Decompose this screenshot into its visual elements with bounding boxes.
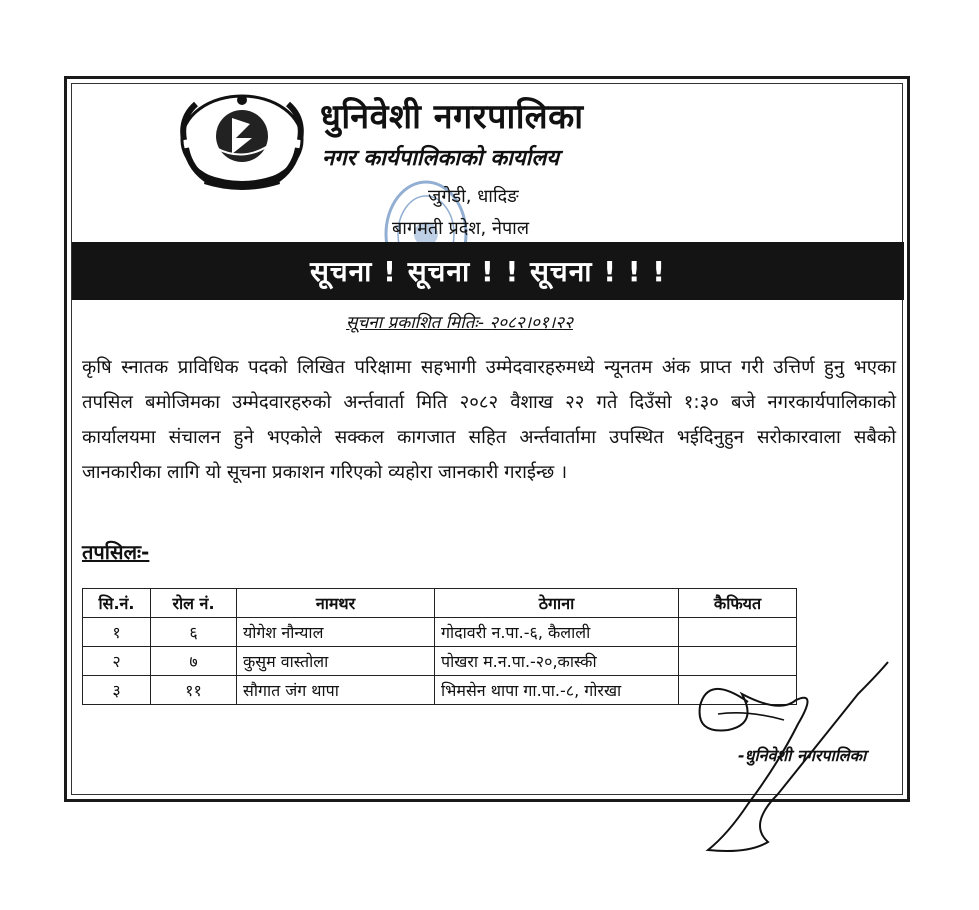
- roll-cell: ७: [151, 647, 237, 676]
- address-line-1: जुगेडी, धादिङ: [428, 186, 519, 207]
- details-heading: तपसिलः-: [82, 540, 150, 564]
- address-cell: भिमसेन थापा गा.पा.-८, गोरखा: [435, 676, 679, 705]
- serial-cell: ३: [83, 676, 151, 705]
- notice-banner: [72, 242, 904, 300]
- roll-cell: ११: [151, 676, 237, 705]
- name-cell: सौगात जंग थापा: [237, 676, 435, 705]
- banner-text: सूचना ! सूचना ! ! सूचना ! ! !: [309, 255, 667, 288]
- table-row: [83, 618, 797, 647]
- publication-date: सूचना प्रकाशित मितिः- २०८२।०१।२२: [346, 313, 573, 333]
- roll-cell: ६: [151, 618, 237, 647]
- address-cell: गोदावरी न.पा.-६, कैलाली: [435, 618, 679, 647]
- signoff-text: -धुनिवेशी नगरपालिका: [738, 746, 867, 765]
- office-name: नगर कार्यपालिकाको कार्यालय: [322, 146, 559, 171]
- nepal-emblem-icon: [176, 88, 308, 196]
- column-header: रोल नं.: [151, 589, 237, 618]
- serial-cell: १: [83, 618, 151, 647]
- org-name: धुनिवेशी नगरपालिका: [320, 97, 584, 137]
- column-header: सि.नं.: [83, 589, 151, 618]
- address-line-2: बागमती प्रदेश, नेपाल: [392, 218, 530, 239]
- column-header: ठेगाना: [435, 589, 679, 618]
- name-cell: कुसुम वास्तोला: [237, 647, 435, 676]
- serial-cell: २: [83, 647, 151, 676]
- column-header: कैफियत: [679, 589, 797, 618]
- column-header: नामथर: [237, 589, 435, 618]
- notice-body: कृषि स्नातक प्राविधिक पदको लिखित परिक्षामा सहभागी उम्मेदवारहरुमध्ये न्यूनतम अंक प्राप्त गरी उत्तिर्ण हुनु भएका तपसिल बमोजिमका उम्मेदवारहरुको अर्न्तवार्ता मिति २०८२ वैशाख २२ गते दिउँसो १:३० बजे नगरकार्यपालिकाको कार्यालयमा संचालन हुने भएकोले सक्कल कागजात सहित अर्न्तवार्तामा उपस्थित भईदिनुहुन सरोकारवाला सबैको जानकारीका लागि यो सूचना प्रकाशन गरिएको व्यहोरा जानकारी गराईन्छ ।: [82, 357, 896, 483]
- name-cell: योगेश नौन्याल: [237, 618, 435, 647]
- remarks-cell: [679, 618, 797, 647]
- table-header-row: [83, 589, 797, 618]
- address-cell: पोखरा म.न.पा.-२०,कास्की: [435, 647, 679, 676]
